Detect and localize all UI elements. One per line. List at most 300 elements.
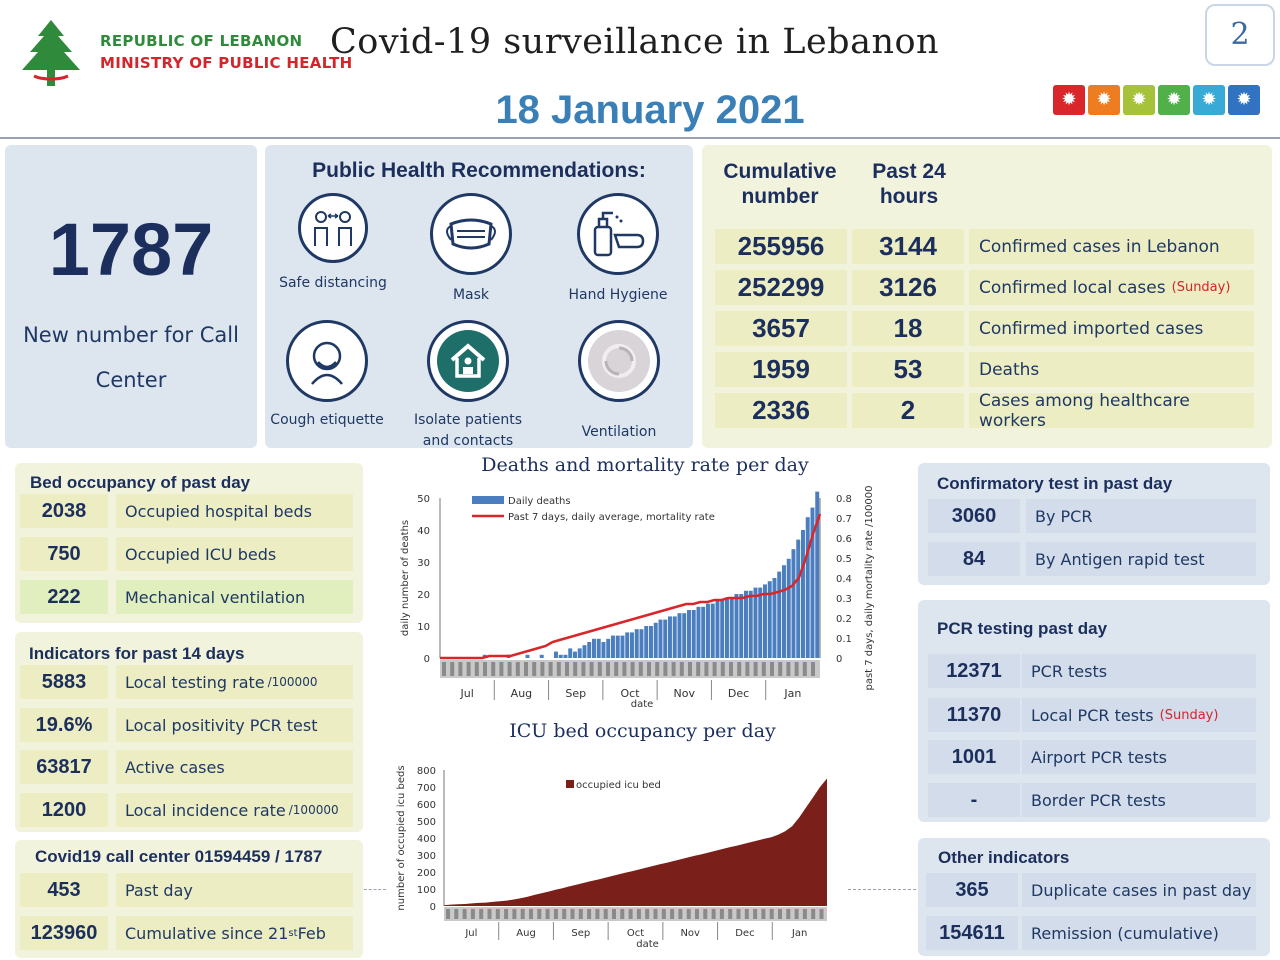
date-tick-mark (612, 909, 616, 919)
date-tick-mark (590, 662, 594, 676)
call-label (116, 916, 353, 950)
date-tick-mark (471, 909, 475, 919)
date-tick-mark (737, 662, 741, 676)
reco-ventilation (548, 320, 690, 443)
date-tick-mark (504, 909, 508, 919)
bed-label: Occupied ICU beds (116, 537, 353, 571)
bar-daily-deaths (559, 655, 563, 658)
date-tick-mark (549, 662, 553, 676)
bar-daily-deaths (773, 578, 777, 658)
date-tick-mark (696, 662, 700, 676)
date-tick-mark (663, 662, 667, 676)
other-value: 365 (926, 873, 1018, 907)
date-tick-mark (581, 662, 585, 676)
stat-label (969, 311, 1254, 346)
bed-occupancy-title: Bed occupancy of past day (30, 473, 251, 492)
y-tick-label: 100 (416, 885, 436, 896)
date-tick-mark (721, 662, 725, 676)
y-axis-label: number of occupied icu beds (396, 765, 407, 911)
date-tick-mark (571, 909, 575, 919)
date-tick-mark (463, 909, 467, 919)
bar-daily-deaths (649, 626, 653, 658)
bar-daily-deaths (801, 530, 805, 658)
date-tick-mark (720, 909, 724, 919)
other-label: Duplicate cases in past day (1022, 873, 1256, 907)
date-tick-mark (655, 662, 659, 676)
indicator-label: Local positivity PCR test (116, 708, 353, 742)
virus-icon: ✹ (1193, 85, 1225, 115)
bar-daily-deaths (749, 591, 753, 658)
pcr-label: Airport PCR tests (1022, 740, 1256, 774)
bed-occupancy-panel (15, 463, 363, 623)
stat-cumulative: 3657 (715, 311, 847, 346)
bar-daily-deaths (782, 565, 786, 658)
reco-label: Hand Hygiene (568, 287, 668, 303)
date-tick-mark (529, 909, 533, 919)
y-tick-label: 50 (417, 494, 430, 505)
date-tick-mark (614, 662, 618, 676)
stat-label-text: Cases among healthcare workers (979, 390, 1190, 431)
date-tick-mark (516, 662, 520, 676)
bar-daily-deaths (625, 632, 629, 658)
y2-tick-label: 0.6 (836, 534, 852, 545)
indicator-value: 5883 (20, 665, 108, 699)
month-label: Jul (460, 687, 474, 700)
mask-icon (430, 193, 512, 275)
bar-daily-deaths (526, 655, 530, 658)
virus-icon: ✹ (1088, 85, 1120, 115)
date-tick-mark (488, 909, 492, 919)
confirmatory-value: 84 (928, 542, 1020, 576)
date-tick-mark (770, 909, 774, 919)
bar-daily-deaths (697, 607, 701, 658)
x-axis-label: date (630, 699, 654, 710)
pcr-label: Border PCR tests (1022, 783, 1256, 817)
cedar-logo (12, 18, 90, 90)
icu-occupancy-area (444, 779, 827, 907)
stat-label (969, 390, 1254, 431)
date-tick-mark (598, 662, 602, 676)
pcr-value: 11370 (928, 698, 1020, 732)
indicator-label (116, 793, 353, 827)
date-tick-mark (728, 909, 732, 919)
date-tick-mark (639, 662, 643, 676)
date-tick-mark (587, 909, 591, 919)
stat-cumulative: 252299 (715, 270, 847, 305)
date-tick-mark (745, 662, 749, 676)
bar-daily-deaths (659, 620, 663, 658)
bar-daily-deaths (763, 584, 767, 658)
stat-label (969, 229, 1254, 264)
bar-daily-deaths (792, 549, 796, 658)
month-label: Dec (727, 687, 750, 700)
y-tick-label: 800 (416, 766, 436, 777)
x-axis-label: date (636, 939, 659, 950)
indicator-label (116, 665, 353, 699)
date-tick-mark (499, 662, 503, 676)
bed-label: Occupied hospital beds (116, 494, 353, 528)
stat-cumulative: 2336 (715, 393, 847, 428)
date-tick-mark (678, 909, 682, 919)
date-tick-mark (532, 662, 536, 676)
date-tick-mark (496, 909, 500, 919)
bed-value: 750 (20, 537, 108, 571)
date-tick-mark (688, 662, 692, 676)
date-tick-mark (754, 662, 758, 676)
reco-safe-distancing (262, 193, 404, 294)
stat-past24: 3126 (852, 270, 964, 305)
date-tick-mark (512, 909, 516, 919)
date-tick-mark (540, 662, 544, 676)
date-tick-mark (778, 662, 782, 676)
confirmatory-value: 3060 (928, 499, 1020, 533)
date-tick-mark (446, 909, 450, 919)
bar-daily-deaths (682, 613, 686, 658)
date-tick-mark (579, 909, 583, 919)
past24-header: Past 24 hours (872, 160, 946, 208)
bar-daily-deaths (673, 616, 677, 658)
reco-label: Mask (452, 287, 490, 303)
bar-daily-deaths (687, 610, 691, 658)
cumulative-panel (702, 145, 1272, 448)
date-tick-mark (483, 662, 487, 676)
date-tick-mark (631, 662, 635, 676)
date-tick-mark (795, 909, 799, 919)
header-divider (0, 137, 1280, 139)
bar-daily-deaths (554, 652, 558, 658)
y2-tick-label: 0.5 (836, 554, 852, 565)
bar-daily-deaths (587, 642, 591, 658)
month-label: Nov (680, 928, 700, 939)
other-indicators-title: Other indicators (938, 848, 1070, 867)
bar-daily-deaths (616, 636, 620, 658)
virus-icon: ✹ (1158, 85, 1190, 115)
month-label: Aug (516, 928, 536, 939)
bar-daily-deaths (720, 600, 724, 658)
month-label: Oct (620, 687, 640, 700)
month-label: Sep (565, 687, 587, 700)
icu-chart-title: ICU bed occupancy per day (509, 720, 776, 742)
bar-daily-deaths (787, 559, 791, 658)
date-tick-mark (645, 909, 649, 919)
indicator-label-text: Local incidence rate (125, 800, 286, 820)
indicator-value: 19.6% (20, 708, 108, 742)
y2-tick-label: 0 (836, 654, 843, 665)
date-tick-mark (491, 662, 495, 676)
isolate-home-icon (427, 320, 509, 402)
date-tick-mark (521, 909, 525, 919)
page-number: 2 (1205, 4, 1275, 66)
date-tick-mark (712, 909, 716, 919)
bar-daily-deaths (564, 655, 568, 658)
stat-cumulative: 1959 (715, 352, 847, 387)
stat-past24: 2 (852, 393, 964, 428)
date-tick-mark (467, 662, 471, 676)
dashed-connector (848, 889, 916, 890)
pcr-value: - (928, 783, 1020, 817)
confirmatory-panel (918, 463, 1270, 585)
y-tick-label: 700 (416, 783, 436, 794)
date-tick-mark (546, 909, 550, 919)
date-label-strip (444, 907, 827, 921)
deaths-chart (390, 480, 910, 715)
date-tick-mark (637, 909, 641, 919)
legend-swatch-deaths (472, 496, 504, 504)
y2-tick-label: 0.1 (836, 634, 852, 645)
stat-past24: 3144 (852, 229, 964, 264)
reco-mask (400, 193, 542, 306)
reco-label: Ventilation (581, 424, 657, 440)
y-tick-label: 0 (423, 654, 430, 665)
date-tick-mark (704, 662, 708, 676)
date-tick-mark (786, 662, 790, 676)
date-tick-mark (795, 662, 799, 676)
date-tick-mark (778, 909, 782, 919)
date-tick-mark (450, 662, 454, 676)
call-value: 123960 (20, 916, 108, 950)
bar-daily-deaths (630, 632, 634, 658)
bar-daily-deaths (663, 620, 667, 658)
legend-label: Past 7 days, daily average, mortality rate (508, 512, 715, 523)
y-tick-label: 500 (416, 817, 436, 828)
month-label: Jan (784, 687, 802, 700)
date-tick-mark (554, 909, 558, 919)
ministry-name-line1: REPUBLIC OF LEBANON (100, 32, 303, 50)
other-indicators-panel (918, 838, 1270, 956)
y-tick-label: 0 (429, 902, 436, 913)
confirmatory-label: By Antigen rapid test (1026, 542, 1256, 576)
call-label: Past day (116, 873, 353, 907)
date-tick-mark (811, 909, 815, 919)
date-tick-mark (629, 909, 633, 919)
report-title: Covid-19 surveillance in Lebanon (330, 22, 940, 62)
reco-cough-etiquette (256, 320, 398, 431)
reco-hand-hygiene (547, 193, 689, 306)
y-tick-label: 400 (416, 834, 436, 845)
call-center-number: 1787 (48, 208, 214, 291)
bar-daily-deaths (796, 540, 800, 658)
bed-value: 2038 (20, 494, 108, 528)
call-center-stats-title: Covid19 call center 01594459 / 1787 (35, 847, 323, 866)
y-tick-label: 600 (416, 800, 436, 811)
date-tick-mark (458, 662, 462, 676)
date-tick-mark (703, 909, 707, 919)
indicators-title: Indicators for past 14 days (29, 644, 245, 663)
hand-sanitizer-icon (577, 193, 659, 275)
pcr-label-text: Local PCR tests (1031, 705, 1154, 725)
date-tick-mark (454, 909, 458, 919)
indicator-value: 1200 (20, 793, 108, 827)
icu-chart (390, 758, 850, 958)
pcr-testing-panel (918, 600, 1270, 822)
y-tick-label: 300 (416, 851, 436, 862)
pcr-testing-title: PCR testing past day (937, 619, 1108, 638)
date-tick-mark (508, 662, 512, 676)
bed-label: Mechanical ventilation (116, 580, 353, 614)
phase-icons (1053, 85, 1260, 115)
date-tick-mark (622, 662, 626, 676)
date-tick-mark (573, 662, 577, 676)
legend-label: Daily deaths (508, 496, 571, 507)
date-tick-mark (680, 662, 684, 676)
bar-daily-deaths (583, 645, 587, 658)
bar-daily-deaths (640, 629, 644, 658)
cumulative-header: Cumulative number (723, 160, 837, 208)
indicator-label-text: Local testing rate (125, 672, 265, 692)
date-tick-mark (565, 662, 569, 676)
month-label: Nov (673, 687, 696, 700)
y-tick-label: 40 (417, 526, 430, 537)
indicator-unit: /100000 (288, 803, 339, 817)
month-label: Jul (465, 928, 478, 939)
date-tick-mark (687, 909, 691, 919)
date-tick-mark (786, 909, 790, 919)
deaths-chart-title: Deaths and mortality rate per day (481, 454, 809, 476)
bed-value: 222 (20, 580, 108, 614)
bar-daily-deaths (692, 610, 696, 658)
y-tick-label: 30 (417, 558, 430, 569)
date-tick-mark (475, 662, 479, 676)
bar-daily-deaths (754, 588, 758, 658)
bar-daily-deaths (716, 600, 720, 658)
date-tick-mark (713, 662, 717, 676)
date-tick-mark (442, 662, 446, 676)
bar-daily-deaths (602, 642, 606, 658)
call-center-stats-panel (15, 840, 363, 958)
date-tick-mark (654, 909, 658, 919)
sunday-note: (Sunday) (1159, 707, 1219, 723)
pcr-value: 1001 (928, 740, 1020, 774)
y2-tick-label: 0.7 (836, 514, 852, 525)
call-center-description: New number for Call Center (23, 323, 239, 392)
bar-daily-deaths (644, 626, 648, 658)
cough-icon (286, 320, 368, 402)
date-tick-mark (606, 662, 610, 676)
bar-daily-deaths (711, 604, 715, 658)
other-value: 154611 (926, 916, 1018, 950)
indicator-value: 63817 (20, 750, 108, 784)
bar-daily-deaths (573, 652, 577, 658)
stat-label-text: Confirmed cases in Lebanon (979, 236, 1220, 257)
date-tick-mark (557, 662, 561, 676)
month-label: Dec (735, 928, 755, 939)
distancing-icon (298, 193, 368, 263)
pcr-label: PCR tests (1022, 654, 1256, 688)
date-tick-mark (620, 909, 624, 919)
stat-label (969, 352, 1254, 387)
bar-daily-deaths (606, 639, 610, 658)
y-tick-label: 200 (416, 868, 436, 879)
bar-daily-deaths (540, 655, 544, 658)
recommendations-panel (265, 145, 693, 448)
indicators-panel (15, 632, 363, 832)
virus-icon: ✹ (1228, 85, 1260, 115)
sunday-note: (Sunday) (1171, 280, 1231, 295)
y2-tick-label: 0.2 (836, 614, 852, 625)
date-tick-mark (672, 662, 676, 676)
bar-daily-deaths (730, 597, 734, 658)
bar-daily-deaths (611, 636, 615, 658)
call-label-sup: st (288, 927, 298, 939)
bar-daily-deaths (568, 648, 572, 658)
month-label: Aug (510, 687, 533, 700)
bar-daily-deaths (735, 594, 739, 658)
bar-daily-deaths (635, 629, 639, 658)
y-axis-label: daily number of deaths (400, 519, 411, 637)
bar-daily-deaths (725, 597, 729, 658)
y2-tick-label: 0.3 (836, 594, 852, 605)
bar-daily-deaths (806, 517, 810, 658)
y2-tick-label: 0.4 (836, 574, 852, 585)
call-center-panel (5, 145, 257, 448)
date-tick-mark (604, 909, 608, 919)
date-tick-mark (737, 909, 741, 919)
indicator-unit: /100000 (267, 675, 318, 689)
month-label: Jan (791, 928, 808, 939)
pcr-value: 12371 (928, 654, 1020, 688)
stat-label-text: Confirmed local cases (979, 277, 1166, 298)
date-tick-mark (761, 909, 765, 919)
virus-icon: ✹ (1123, 85, 1155, 115)
pcr-label (1022, 698, 1256, 732)
call-value: 453 (20, 873, 108, 907)
date-tick-mark (745, 909, 749, 919)
bar-daily-deaths (592, 639, 596, 658)
bar-daily-deaths (739, 594, 743, 658)
bar-daily-deaths (758, 588, 762, 658)
y2-axis-label: past 7 days, daily mortality rate /100000 (864, 485, 875, 691)
date-tick-mark (729, 662, 733, 676)
call-label-suffix: Feb (297, 923, 326, 943)
date-tick-mark (803, 662, 807, 676)
y-tick-label: 20 (417, 590, 430, 601)
bar-daily-deaths (597, 639, 601, 658)
reco-isolate (397, 320, 539, 452)
bar-daily-deaths (668, 616, 672, 658)
stat-cumulative: 255956 (715, 229, 847, 264)
bar-daily-deaths (706, 604, 710, 658)
date-tick-mark (770, 662, 774, 676)
date-tick-mark (670, 909, 674, 919)
ventilation-icon (578, 320, 660, 402)
stat-label-text: Confirmed imported cases (979, 318, 1204, 339)
date-tick-mark (537, 909, 541, 919)
stat-past24: 53 (852, 352, 964, 387)
bar-daily-deaths (578, 648, 582, 658)
call-label-text: Cumulative since 21 (125, 923, 289, 943)
bar-daily-deaths (777, 572, 781, 658)
confirmatory-label: By PCR (1026, 499, 1256, 533)
date-tick-mark (524, 662, 528, 676)
date-tick-mark (595, 909, 599, 919)
bar-daily-deaths (654, 623, 658, 658)
stat-label-text: Deaths (979, 359, 1040, 380)
other-label: Remission (cumulative) (1022, 916, 1256, 950)
stat-label (969, 270, 1254, 305)
recommendations-title: Public Health Recommendations: (312, 159, 646, 182)
date-tick-mark (803, 909, 807, 919)
date-tick-mark (820, 909, 824, 919)
reco-label: Safe distancing (279, 275, 387, 291)
indicator-label: Active cases (116, 750, 353, 784)
date-tick-mark (753, 909, 757, 919)
reco-label: Isolate patients and contacts (413, 412, 523, 449)
reco-label: Cough etiquette (270, 412, 384, 428)
month-label: Sep (571, 928, 591, 939)
bar-daily-deaths (621, 636, 625, 658)
y2-tick-label: 0.8 (836, 494, 852, 505)
dashed-connector (364, 889, 386, 890)
